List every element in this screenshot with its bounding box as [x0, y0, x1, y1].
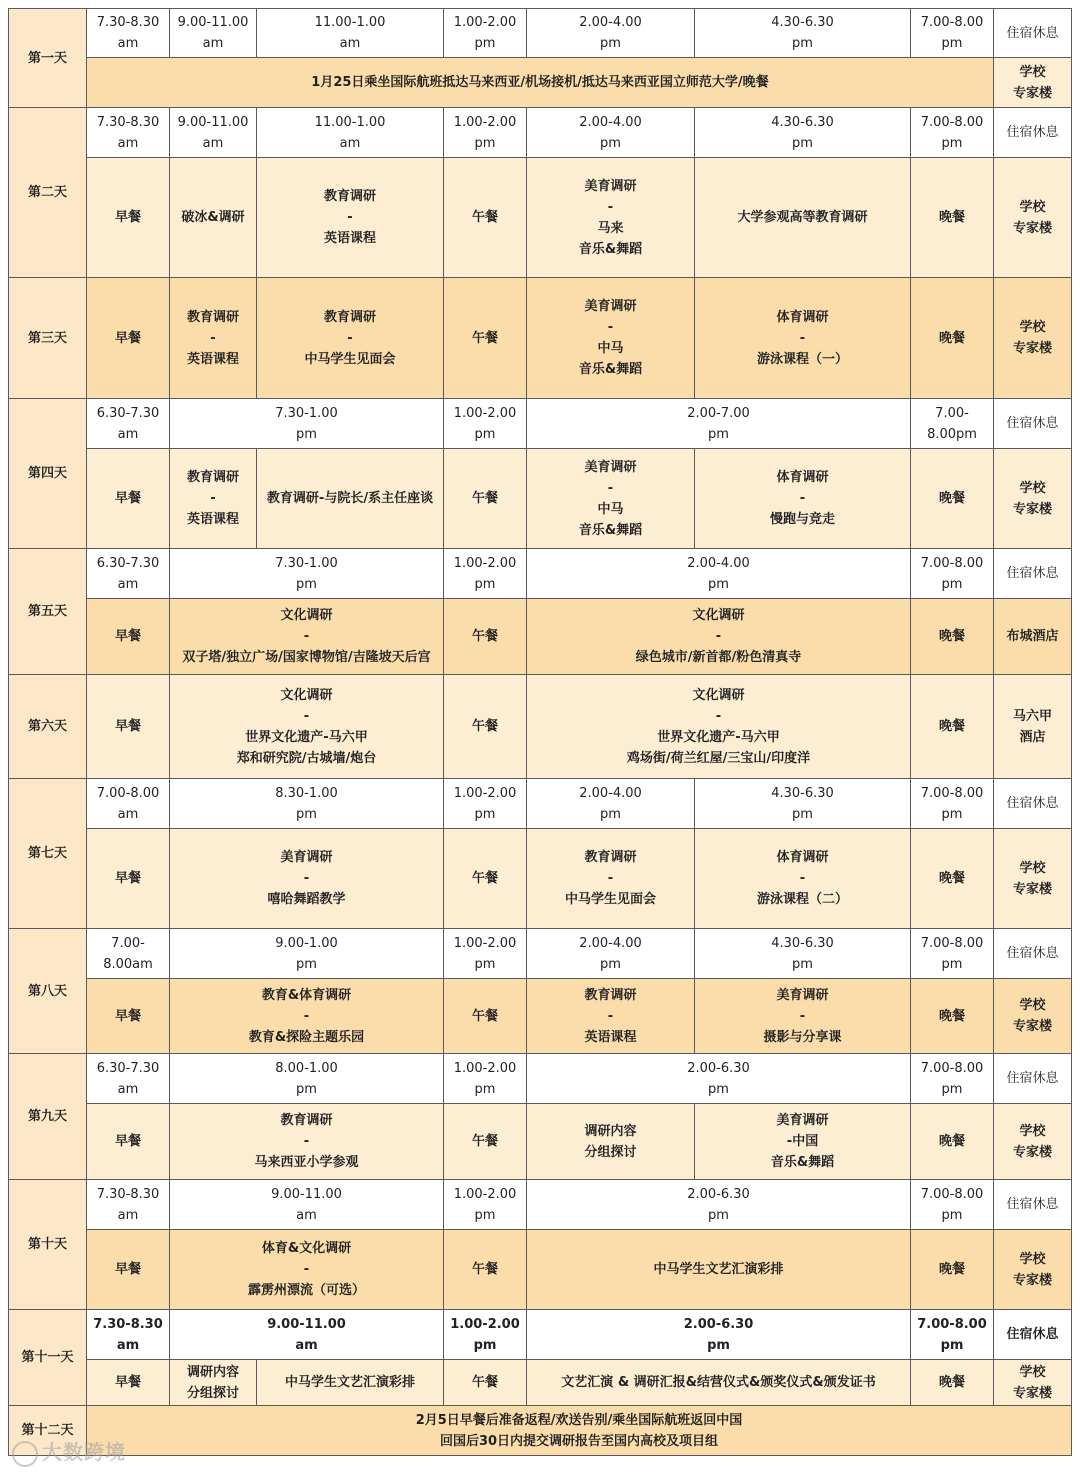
activity-cell: 体育&文化调研 - 霹雳州漂流（可选）: [170, 1230, 444, 1310]
time-slot: 2.00-4.00 pm: [527, 929, 695, 979]
rest-cell: 住宿休息: [994, 9, 1072, 58]
activity-cell: 2月5日早餐后准备返程/欢送告别/乘坐国际航班返回中国 回国后30日内提交调研报告至国内高校及项目组: [87, 1406, 1072, 1456]
day-label: 第十天: [9, 1180, 87, 1310]
lodging-cell: 学校 专家楼: [994, 829, 1072, 929]
rest-cell: 住宿休息: [994, 108, 1072, 158]
day2-activity-row: [9, 158, 1072, 278]
lunch-cell: 午餐: [444, 829, 527, 929]
day-label: 第七天: [9, 779, 87, 929]
breakfast-cell: 早餐: [87, 675, 170, 779]
activity-cell: 文化调研 - 世界文化遗产-马六甲 鸡场街/荷兰红屋/三宝山/印度洋: [527, 675, 911, 779]
time-slot: 2.00-6.30 pm: [527, 1310, 911, 1360]
activity-cell: 文化调研 - 绿色城市/新首都/粉色清真寺: [527, 599, 911, 675]
day4-time-row: [9, 399, 1072, 449]
time-slot: 7.00-8.00 pm: [911, 9, 994, 58]
day-label: 第八天: [9, 929, 87, 1054]
time-slot: 1.00-2.00 pm: [444, 1180, 527, 1230]
time-slot: 7.30-1.00 pm: [170, 549, 444, 599]
day11-time-row: [9, 1310, 1072, 1360]
time-slot: 2.00-4.00 pm: [527, 549, 911, 599]
time-slot: 6.30-7.30 am: [87, 1054, 170, 1104]
time-slot: 7.00-8.00 am: [87, 779, 170, 829]
day9-activity-row: [9, 1104, 1072, 1180]
breakfast-cell: 早餐: [87, 979, 170, 1054]
time-slot: 1.00-2.00 pm: [444, 9, 527, 58]
time-slot: 2.00-4.00 pm: [527, 108, 695, 158]
day-label: 第六天: [9, 675, 87, 779]
time-slot: 4.30-6.30 pm: [695, 108, 911, 158]
time-slot: 2.00-4.00 pm: [527, 779, 695, 829]
dinner-cell: 晚餐: [911, 449, 994, 549]
time-slot: 7.00- 8.00pm: [911, 399, 994, 449]
activity-cell: 调研内容 分组探讨: [527, 1104, 695, 1180]
activity-cell: 调研内容 分组探讨: [170, 1360, 257, 1406]
lunch-cell: 午餐: [444, 1360, 527, 1406]
breakfast-cell: 早餐: [87, 829, 170, 929]
time-slot: 7.00-8.00 pm: [911, 779, 994, 829]
day-label: 第四天: [9, 399, 87, 549]
time-slot: 7.00-8.00 pm: [911, 549, 994, 599]
lodging-cell: 马六甲 酒店: [994, 675, 1072, 779]
itinerary-table: [8, 8, 1072, 1456]
watermark: [12, 1436, 126, 1467]
time-slot: 7.30-8.30 am: [87, 108, 170, 158]
lodging-cell: 学校 专家楼: [994, 278, 1072, 399]
time-slot: 2.00-4.00 pm: [527, 9, 695, 58]
day5-time-row: [9, 549, 1072, 599]
breakfast-cell: 早餐: [87, 1104, 170, 1180]
dinner-cell: 晚餐: [911, 1360, 994, 1406]
day7-activity-row: [9, 829, 1072, 929]
activity-cell: 美育调研 - 嘻哈舞蹈教学: [170, 829, 444, 929]
dinner-cell: 晚餐: [911, 1230, 994, 1310]
day6-row: [9, 675, 1072, 779]
activity-cell: 体育调研 - 慢跑与竞走: [695, 449, 911, 549]
rest-cell: 住宿休息: [994, 1054, 1072, 1104]
lodging-cell: 学校 专家楼: [994, 1360, 1072, 1406]
breakfast-cell: 早餐: [87, 599, 170, 675]
activity-cell: 教育调研 - 中马学生见面会: [527, 829, 695, 929]
day-label: 第十二天: [9, 1406, 87, 1456]
breakfast-cell: 早餐: [87, 1360, 170, 1406]
lodging-cell: 布城酒店: [994, 599, 1072, 675]
watermark-text: 大数跨境: [42, 1440, 126, 1464]
time-slot: 1.00-2.00 pm: [444, 1310, 527, 1360]
rest-cell: 住宿休息: [994, 549, 1072, 599]
day8-time-row: [9, 929, 1072, 979]
rest-cell: 住宿休息: [994, 779, 1072, 829]
activity-cell: 美育调研 -中国 音乐&舞蹈: [695, 1104, 911, 1180]
dinner-cell: 晚餐: [911, 829, 994, 929]
dinner-cell: 晚餐: [911, 1104, 994, 1180]
day4-activity-row: [9, 449, 1072, 549]
activity-cell: 美育调研 - 中马 音乐&舞蹈: [527, 449, 695, 549]
activity-cell: 文化调研 - 世界文化遗产-马六甲 郑和研究院/古城墙/炮台: [170, 675, 444, 779]
lodging-cell: 学校 专家楼: [994, 58, 1072, 108]
time-slot: 4.30-6.30 pm: [695, 929, 911, 979]
lunch-cell: 午餐: [444, 449, 527, 549]
day7-time-row: [9, 779, 1072, 829]
activity-cell: 教育调研 - 马来西亚小学参观: [170, 1104, 444, 1180]
dinner-cell: 晚餐: [911, 599, 994, 675]
activity-cell: 破冰&调研: [170, 158, 257, 278]
lunch-cell: 午餐: [444, 979, 527, 1054]
time-slot: 7.30-1.00 pm: [170, 399, 444, 449]
day1-time-row: [9, 9, 1072, 58]
time-slot: 1.00-2.00 pm: [444, 1054, 527, 1104]
time-slot: 9.00-1.00 pm: [170, 929, 444, 979]
activity-cell: 教育调研 - 英语课程: [527, 979, 695, 1054]
time-slot: 9.00-11.00 am: [170, 9, 257, 58]
lunch-cell: 午餐: [444, 675, 527, 779]
day5-activity-row: [9, 599, 1072, 675]
lodging-cell: 学校 专家楼: [994, 1230, 1072, 1310]
day-label: 第九天: [9, 1054, 87, 1180]
activity-cell: 教育调研-与院长/系主任座谈: [257, 449, 444, 549]
time-slot: 2.00-7.00 pm: [527, 399, 911, 449]
day-label: 第十一天: [9, 1310, 87, 1406]
lunch-cell: 午餐: [444, 158, 527, 278]
time-slot: 11.00-1.00 am: [257, 108, 444, 158]
time-slot: 1.00-2.00 pm: [444, 399, 527, 449]
day12-row: [9, 1406, 1072, 1456]
time-slot: 8.00-1.00 pm: [170, 1054, 444, 1104]
day10-time-row: [9, 1180, 1072, 1230]
time-slot: 7.30-8.30 am: [87, 1310, 170, 1360]
time-slot: 7.00-8.00 pm: [911, 108, 994, 158]
time-slot: 7.30-8.30 am: [87, 1180, 170, 1230]
lunch-cell: 午餐: [444, 278, 527, 399]
time-slot: 1.00-2.00 pm: [444, 779, 527, 829]
dinner-cell: 晚餐: [911, 278, 994, 399]
time-slot: 9.00-11.00 am: [170, 1180, 444, 1230]
lunch-cell: 午餐: [444, 599, 527, 675]
time-slot: 6.30-7.30 am: [87, 399, 170, 449]
lodging-cell: 学校 专家楼: [994, 449, 1072, 549]
dinner-cell: 晚餐: [911, 675, 994, 779]
time-slot: 2.00-6.30 pm: [527, 1054, 911, 1104]
activity-cell: 教育调研 - 英语课程: [257, 158, 444, 278]
day3-row: [9, 278, 1072, 399]
activity-cell: 大学参观高等教育调研: [695, 158, 911, 278]
time-slot: 7.00-8.00 pm: [911, 1310, 994, 1360]
activity-cell: 教育调研 - 中马学生见面会: [257, 278, 444, 399]
lunch-cell: 午餐: [444, 1230, 527, 1310]
rest-cell: 住宿休息: [994, 1180, 1072, 1230]
time-slot: 9.00-11.00 am: [170, 108, 257, 158]
activity-cell: 教育&体育调研 - 教育&探险主题乐园: [170, 979, 444, 1054]
activity-cell: 体育调研 - 游泳课程（二）: [695, 829, 911, 929]
breakfast-cell: 早餐: [87, 449, 170, 549]
activity-cell: 文化调研 - 双子塔/独立广场/国家博物馆/吉隆坡天后宫: [170, 599, 444, 675]
time-slot: 9.00-11.00 am: [170, 1310, 444, 1360]
lunch-cell: 午餐: [444, 1104, 527, 1180]
time-slot: 2.00-6.30 pm: [527, 1180, 911, 1230]
activity-cell: 体育调研 - 游泳课程（一）: [695, 278, 911, 399]
activity-cell: 美育调研 - 摄影与分享课: [695, 979, 911, 1054]
breakfast-cell: 早餐: [87, 278, 170, 399]
activity-cell: 文艺汇演 & 调研汇报&结营仪式&颁奖仪式&颁发证书: [527, 1360, 911, 1406]
activity-cell: 教育调研 - 英语课程: [170, 449, 257, 549]
lodging-cell: 学校 专家楼: [994, 158, 1072, 278]
time-slot: 4.30-6.30 pm: [695, 9, 911, 58]
time-slot: 7.00- 8.00am: [87, 929, 170, 979]
breakfast-cell: 早餐: [87, 1230, 170, 1310]
activity-cell: 中马学生文艺汇演彩排: [257, 1360, 444, 1406]
day11-activity-row: [9, 1360, 1072, 1406]
watermark-logo-icon: [12, 1441, 38, 1467]
time-slot: 7.00-8.00 pm: [911, 1054, 994, 1104]
breakfast-cell: 早餐: [87, 158, 170, 278]
time-slot: 4.30-6.30 pm: [695, 779, 911, 829]
day-label: 第三天: [9, 278, 87, 399]
day-label: 第一天: [9, 9, 87, 108]
activity-cell: 1月25日乘坐国际航班抵达马来西亚/机场接机/抵达马来西亚国立师范大学/晚餐: [87, 58, 994, 108]
dinner-cell: 晚餐: [911, 158, 994, 278]
time-slot: 1.00-2.00 pm: [444, 549, 527, 599]
day2-time-row: [9, 108, 1072, 158]
time-slot: 11.00-1.00 am: [257, 9, 444, 58]
time-slot: 7.00-8.00 pm: [911, 1180, 994, 1230]
time-slot: 6.30-7.30 am: [87, 549, 170, 599]
lodging-cell: 学校 专家楼: [994, 979, 1072, 1054]
activity-cell: 教育调研 - 英语课程: [170, 278, 257, 399]
day1-activity-row: [9, 58, 1072, 108]
dinner-cell: 晚餐: [911, 979, 994, 1054]
activity-cell: 美育调研 - 中马 音乐&舞蹈: [527, 278, 695, 399]
rest-cell: 住宿休息: [994, 399, 1072, 449]
rest-cell: 住宿休息: [994, 1310, 1072, 1360]
day9-time-row: [9, 1054, 1072, 1104]
time-slot: 8.30-1.00 pm: [170, 779, 444, 829]
time-slot: 1.00-2.00 pm: [444, 108, 527, 158]
time-slot: 7.00-8.00 pm: [911, 929, 994, 979]
activity-cell: 中马学生文艺汇演彩排: [527, 1230, 911, 1310]
day-label: 第二天: [9, 108, 87, 278]
day8-activity-row: [9, 979, 1072, 1054]
day10-activity-row: [9, 1230, 1072, 1310]
day-label: 第五天: [9, 549, 87, 675]
time-slot: 1.00-2.00 pm: [444, 929, 527, 979]
rest-cell: 住宿休息: [994, 929, 1072, 979]
lodging-cell: 学校 专家楼: [994, 1104, 1072, 1180]
activity-cell: 美育调研 - 马来 音乐&舞蹈: [527, 158, 695, 278]
time-slot: 7.30-8.30 am: [87, 9, 170, 58]
